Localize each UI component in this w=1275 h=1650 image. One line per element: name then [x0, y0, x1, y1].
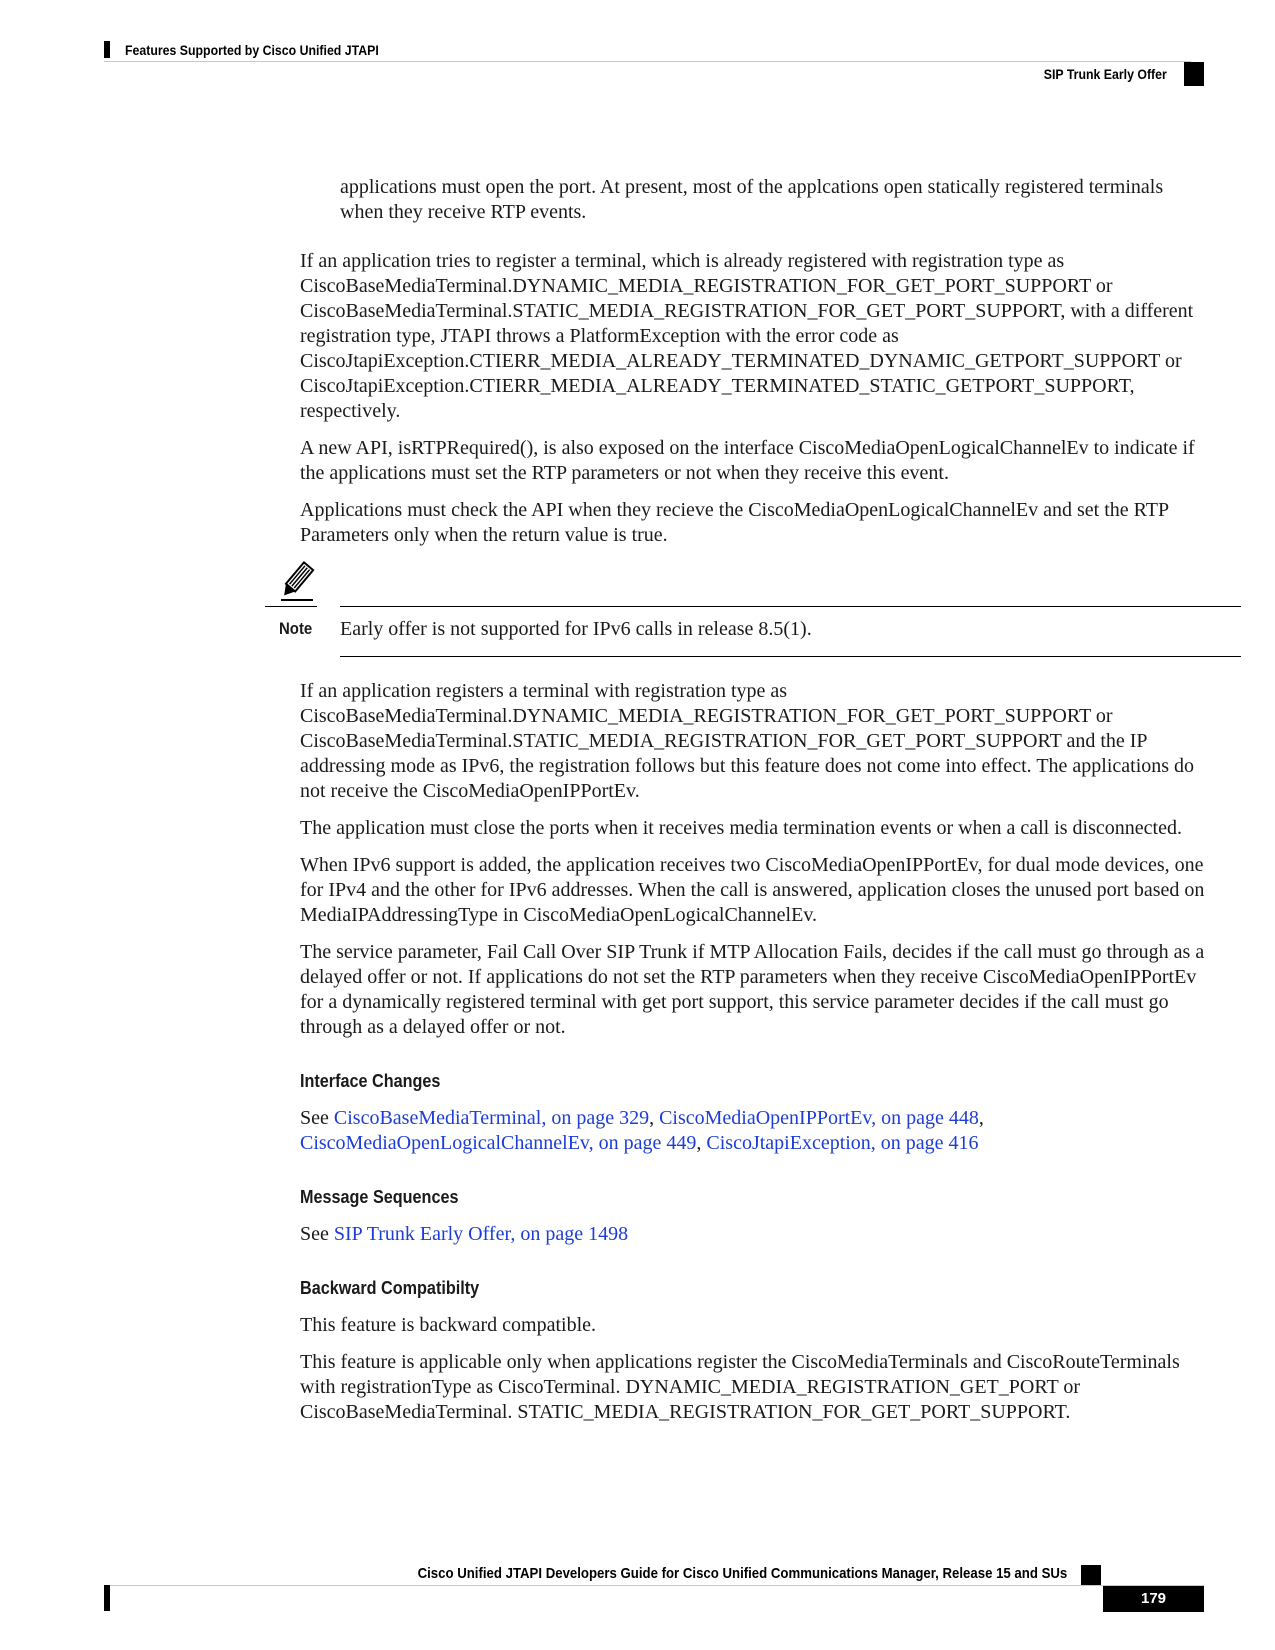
note-rule-bottom — [340, 656, 1241, 657]
see-text: See — [300, 1107, 329, 1129]
link-sip-trunk-early-offer[interactable]: SIP Trunk Early Offer, on page 1498 — [333, 1223, 629, 1245]
paragraph-isrtprequired: A new API, isRTPRequired(), is also exposed on the interface CiscoMediaOpenLogicalChannelEv to indicate if the applications must set the RTP parameters or not when they receive this event. — [300, 437, 1195, 484]
header-chapter-title: Features Supported by Cisco Unified JTAPI — [125, 42, 379, 58]
footer-guide-title: Cisco Unified JTAPI Developers Guide for Cisco Unified Communications Manager, Release 15 and SUs — [417, 1565, 1067, 1582]
main-content — [279, 175, 1206, 1437]
paragraph-service-parameter: The service parameter, Fail Call Over SIP Trunk if MTP Allocation Fails, decides if the call must go through as a delayed offer or not. If applications do not set the RTP parameters when they receive CiscoMediaOpenIPPortEv for a dynamically registered terminal with get port support, this service parameter decides if the call must go through as a delayed offer or not. — [300, 941, 1205, 1038]
pencil-note-icon — [277, 560, 317, 602]
note-text: Early offer is not supported for IPv6 calls in release 8.5(1). — [340, 618, 812, 640]
note-box — [265, 560, 1241, 667]
paragraph-check-api: Applications must check the API when they recieve the CiscoMediaOpenLogicalChannelEv and set the RTP Parameters only when the return value is true. — [300, 499, 1169, 546]
footer-bar-marker — [104, 1585, 110, 1611]
see-text: See — [300, 1223, 329, 1245]
paragraph-close-ports: The application must close the ports when it receives media termination events or when a call is disconnected. — [300, 817, 1182, 839]
footer-rule — [104, 1585, 1204, 1586]
link-ciscobasemediaterminal[interactable]: CiscoBaseMediaTerminal, on page 329 — [333, 1107, 650, 1129]
link-ciscojtapiexception[interactable]: CiscoJtapiException, on page 416 — [706, 1132, 979, 1154]
note-label: Note — [279, 619, 313, 638]
paragraph-message-sequences — [300, 1222, 1206, 1247]
footer-box-marker — [1081, 1565, 1101, 1585]
note-rule-left — [265, 606, 317, 607]
header-rule — [104, 61, 1191, 62]
paragraph-backward-compatible: This feature is backward compatible. — [300, 1314, 596, 1336]
paragraph-ipv6-support: When IPv6 support is added, the application receives two CiscoMediaOpenIPPortEv, for dual mode devices, one for IPv4 and the other for IPv6 addresses. When the call is answered, application closes the unused port based on MediaIPAddressingType in CiscoMediaOpenLogicalChannelEv. — [300, 854, 1205, 926]
link-ciscomediaopenipportev[interactable]: CiscoMediaOpenIPPortEv, on page 448 — [659, 1107, 979, 1129]
heading-backward-compatibility: Backward Compatibilty — [300, 1278, 480, 1298]
note-rule-top — [340, 606, 1241, 607]
page-number: 179 — [1103, 1586, 1204, 1612]
heading-interface-changes: Interface Changes — [300, 1071, 441, 1091]
paragraph-interface-links: See CiscoBaseMediaTerminal, on page 329, CiscoMediaOpenIPPortEv, on page 448, CiscoMediaOpenLogicalChannelEv, on page 449, CiscoJtapiException, on page 416 — [300, 1107, 984, 1154]
paragraph-ipv6-registration: If an application registers a terminal with registration type as CiscoBaseMediaTerminal.DYNAMIC_MEDIA_REGISTRATION_FOR_GET_PORT_SUPPORT or CiscoBaseMediaTerminal.STATIC_MEDIA_REGISTRATION_FOR_GET_PORT_SUPPORT and the IP addressing mode as IPv6, the registration follows but this feature does not come into effect. The applications do not receive the CiscoMediaOpenIPPortEv. — [300, 680, 1195, 802]
continued-paragraph: applications must open the port. At present, most of the applcations open statically registered terminals when they receive RTP events. — [340, 176, 1164, 223]
link-ciscomediaopenlogicalchannelev[interactable]: CiscoMediaOpenLogicalChannelEv, on page 449 — [300, 1132, 697, 1154]
heading-message-sequences: Message Sequences — [300, 1187, 459, 1207]
header-box-marker — [1184, 62, 1204, 86]
paragraph-registration-error: If an application tries to register a terminal, which is already registered with registration type as CiscoBaseMediaTerminal.DYNAMIC_MEDIA_REGISTRATION_FOR_GET_PORT_SUPPORT or CiscoBaseMediaTerminal.STATIC_MEDIA_REGISTRATION_FOR_GET_PORT_SUPPORT, with a different registration type, JTAPI throws a PlatformException with the error code as CiscoJtapiException.CTIERR_MEDIA_ALREADY_TERMINATED_DYNAMIC_GETPORT_SUPPORT or CiscoJtapiException.CTIERR_MEDIA_ALREADY_TERMINATED_STATIC_GETPORT_SUPPORT, respectively. — [300, 250, 1194, 422]
paragraph-applicable: This feature is applicable only when applications register the CiscoMediaTerminals and CiscoRouteTerminals with registrationType as CiscoTerminal. DYNAMIC_MEDIA_REGISTRATION_GET_PORT or CiscoBaseMediaTerminal. STATIC_MEDIA_REGISTRATION_FOR_GET_PORT_SUPPORT. — [300, 1351, 1180, 1423]
header-bar-marker — [104, 41, 110, 58]
header-section-title: SIP Trunk Early Offer — [1043, 66, 1167, 82]
